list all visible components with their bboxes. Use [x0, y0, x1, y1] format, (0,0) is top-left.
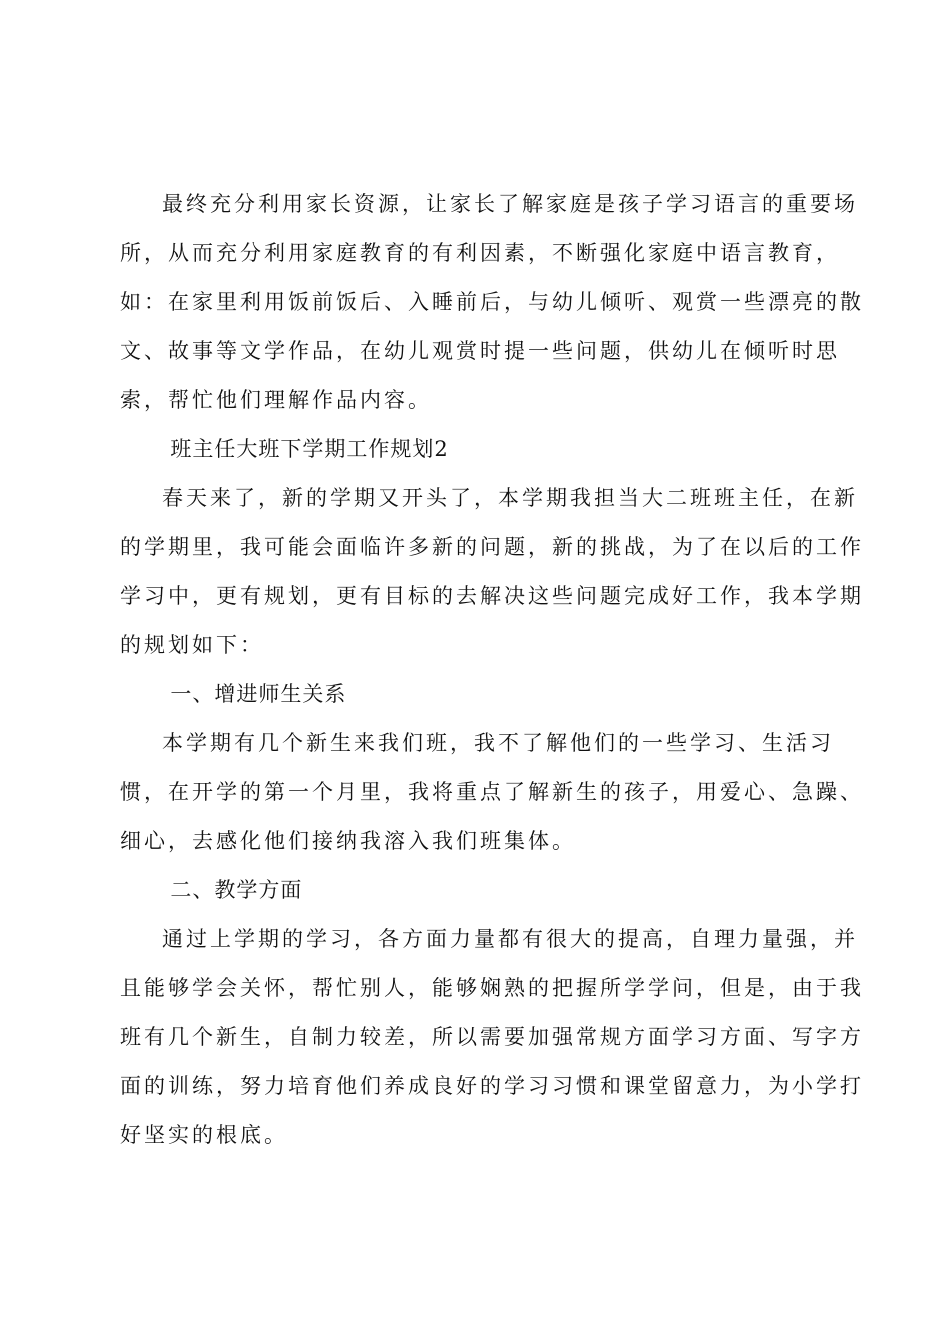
body-paragraph: [120, 719, 864, 866]
text-line: 春天来了，新的学期又开头了，本学期我担当大二班班主任，在新: [162, 486, 858, 510]
text-line: 本学期有几个新生来我们班，我不了解他们的一些学习、生活习: [162, 731, 834, 755]
text-line: 好坚实的根底。: [120, 1123, 288, 1147]
text-line: 最终充分利用家长资源，让家长了解家庭是孩子学习语言的重要场: [162, 192, 858, 216]
section-heading: 班主任大班下学期工作规划2: [170, 437, 449, 461]
section-heading: 一、增进师生关系: [170, 682, 347, 706]
text-line: 且能够学会关怀，帮忙别人，能够娴熟的把握所学学问，但是，由于我: [120, 976, 864, 1000]
text-line: 班有几个新生，自制力较差，所以需要加强常规方面学习方面、写字方: [120, 1025, 864, 1049]
body-paragraph: [120, 474, 864, 670]
text-line: 的学期里，我可能会面临许多新的问题，新的挑战，为了在以后的工作: [120, 535, 864, 559]
body-paragraph: [120, 180, 864, 425]
section-heading: 二、教学方面: [170, 878, 303, 902]
text-line: 索，帮忙他们理解作品内容。: [120, 388, 432, 412]
text-line: 面的训练，努力培育他们养成良好的学习习惯和课堂留意力，为小学打: [120, 1074, 864, 1098]
text-line: 的规划如下：: [120, 633, 264, 657]
text-line: 如：在家里利用饭前饭后、入睡前后，与幼儿倾听、观赏一些漂亮的散: [120, 290, 864, 314]
text-line: 通过上学期的学习，各方面力量都有很大的提高，自理力量强，并: [162, 927, 858, 951]
text-line: 细心，去感化他们接纳我溶入我们班集体。: [120, 829, 576, 853]
text-line: 学习中，更有规划，更有目标的去解决这些问题完成好工作，我本学期: [120, 584, 864, 608]
text-line: 所，从而充分利用家庭教育的有利因素，不断强化家庭中语言教育，: [120, 241, 840, 265]
document-page: [120, 180, 864, 1160]
body-paragraph: [120, 915, 864, 1160]
text-line: 文、故事等文学作品，在幼儿观赏时提一些问题，供幼儿在倾听时思: [120, 339, 840, 363]
text-line: 惯，在开学的第一个月里，我将重点了解新生的孩子，用爱心、急躁、: [120, 780, 864, 804]
